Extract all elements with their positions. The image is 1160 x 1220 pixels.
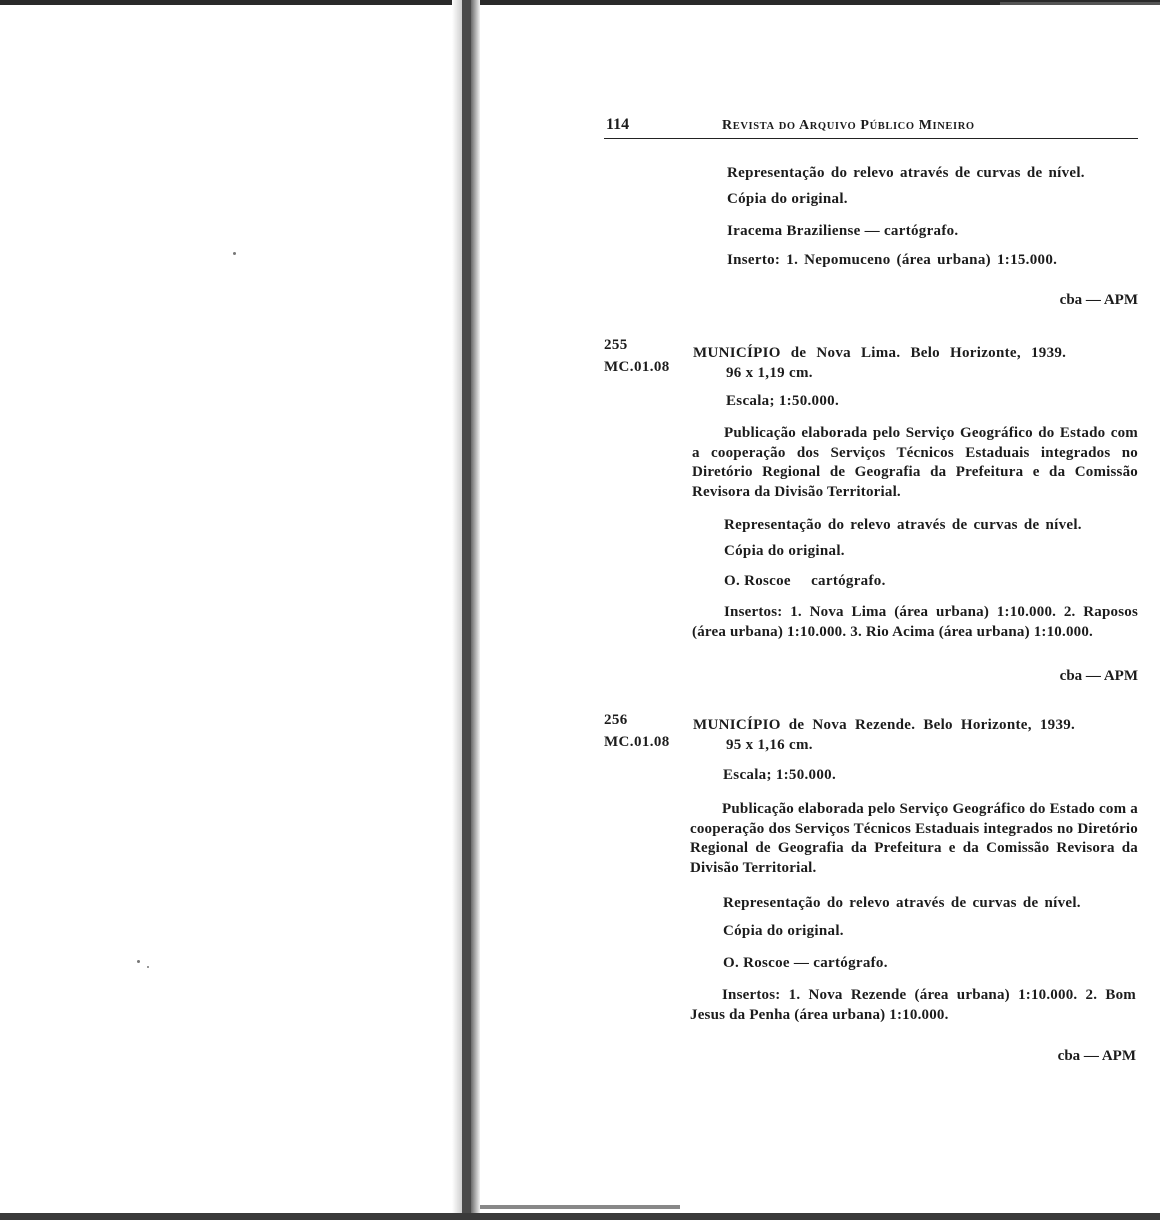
running-head-segment: P [860, 118, 870, 133]
running-head [722, 118, 975, 134]
entry-title: MUNICÍPIO de Nova Rezende. Belo Horizonte, 1939. [693, 717, 1076, 733]
entry-number: 256 [604, 712, 628, 728]
running-head-segment: M [918, 118, 933, 133]
copy-note: Cópia do original. [727, 191, 848, 207]
running-head-segment: R [722, 118, 733, 133]
entry-relief: Representação do relevo através de curvas de nível. [723, 895, 1081, 911]
entry-publication: Publicação elaborada pelo Serviço Geográfico do Estado com a cooperação dos Serviços Técnicos Estaduais integrados no Diretório Regional de Geografia da Prefeitura e da Comissão Revisora da Divisão Territorial. [692, 425, 1138, 500]
entry-number: 255 [604, 337, 628, 353]
entry-cartographer: O. Roscoe cartógrafo. [724, 573, 886, 589]
running-head-segment: INEIRO [932, 121, 975, 132]
entry-copy: Cópia do original. [724, 543, 845, 559]
running-head-segment: DO [778, 121, 796, 132]
entry-relief: Representação do relevo através de curvas de nível. [724, 517, 1082, 533]
scan-top-edge-shade [1000, 2, 1160, 5]
entry-cartographer: O. Roscoe — cartógrafo. [723, 955, 888, 971]
running-head-segment: A [799, 118, 810, 133]
book-gutter-shadow-left [452, 0, 462, 1220]
entry-publication: Publicação elaborada pelo Serviço Geográfico do Estado com a cooperação dos Serviços Técnicos Estaduais integrados no Diretório Regional de Geografia da Prefeitura e da Comissão Revisora da Divisão Territorial. [690, 801, 1138, 876]
entry-title: MUNICÍPIO de Nova Lima. Belo Horizonte, 1939. [693, 345, 1067, 361]
entry-code: MC.01.08 [604, 359, 670, 375]
page-number: 114 [606, 116, 630, 133]
scan-bottom-edge [0, 1213, 1160, 1220]
left-page-blank [0, 5, 452, 1205]
entry-insets: Insertos: 1. Nova Lima (área urbana) 1:10.000. 2. Raposos (área urbana) 1:10.000. 3. Rio Acima (área urbana) 1:10.000. [692, 604, 1138, 640]
entry-scale: Escala; 1:50.000. [723, 767, 837, 783]
header-rule [604, 138, 1138, 139]
book-gutter-shadow-right [471, 0, 480, 1220]
relief-note: Representação do relevo através de curvas de nível. [727, 165, 1085, 181]
entry-dimensions: 95 x 1,16 cm. [726, 737, 813, 753]
inset-note: Inserto: 1. Nepomuceno (área urbana) 1:15.000. [727, 252, 1058, 268]
entry-source: cba — APM [1057, 1048, 1136, 1064]
scan-bottom-edge-shade [480, 1205, 680, 1209]
entry-code: MC.01.08 [604, 734, 670, 750]
entry-scale: Escala; 1:50.000. [726, 393, 840, 409]
running-head-segment: ÚBLICO [869, 121, 915, 132]
running-head-segment: RQUIVO [809, 121, 857, 132]
entry-dimensions: 96 x 1,19 cm. [726, 365, 813, 381]
entry-copy: Cópia do original. [723, 923, 844, 939]
entry-insets: Insertos: 1. Nova Rezende (área urbana) 1:10.000. 2. Bom Jesus da Penha (área urbana) 1:10.000. [690, 987, 1136, 1023]
cartographer-note: Iracema Braziliense — cartógrafo. [727, 223, 959, 239]
source-note: cba — APM [1059, 292, 1138, 308]
entry-source: cba — APM [1059, 668, 1138, 684]
running-head-segment: EVISTA [732, 121, 775, 132]
book-gutter [462, 0, 471, 1220]
